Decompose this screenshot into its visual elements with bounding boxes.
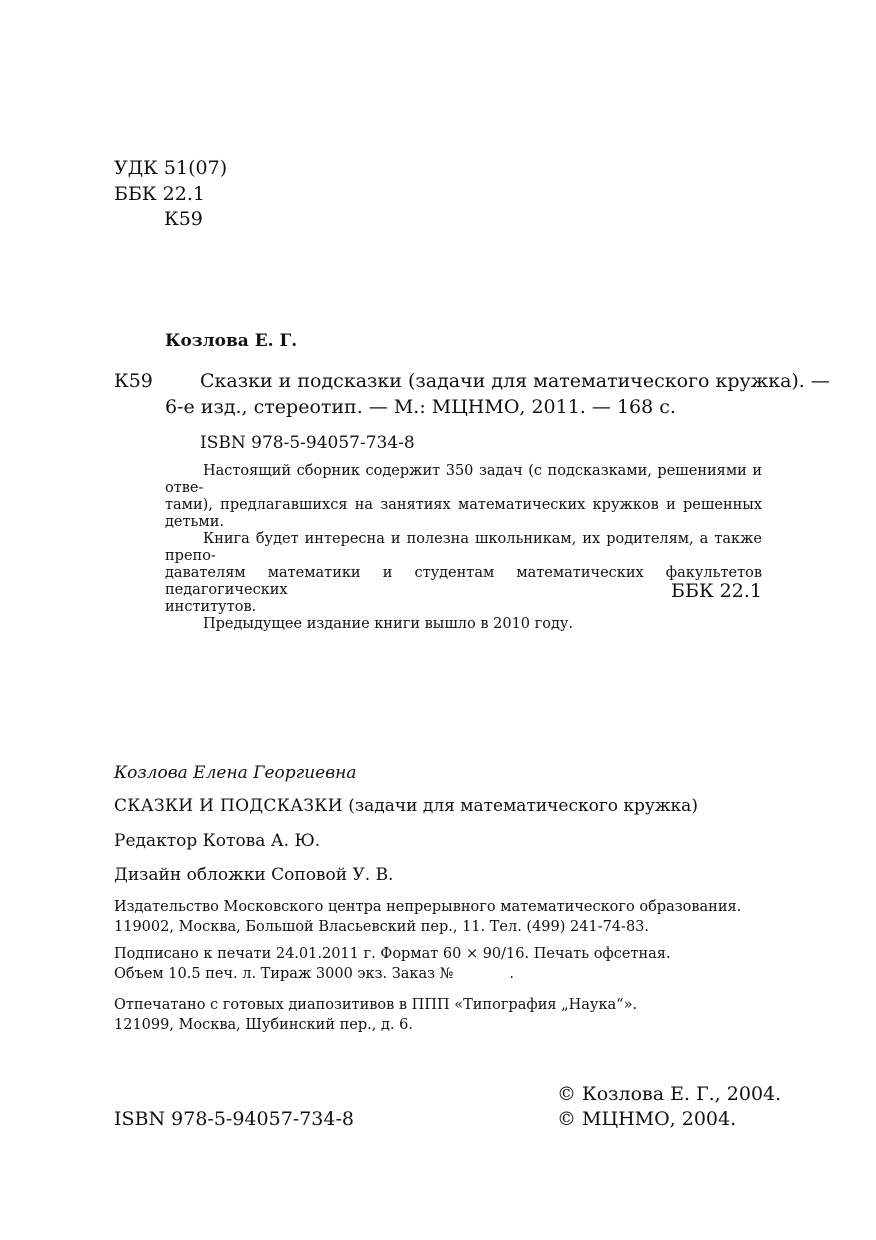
bib-mark: К59 — [114, 370, 153, 392]
book-subtitle: (задачи для математического кружка) — [348, 796, 698, 816]
bib-title-line1: Сказки и подсказки (задачи для математического кружка). — — [200, 370, 830, 392]
author-heading: Козлова Е. Г. — [165, 331, 298, 351]
annotation-line: институтов. — [165, 599, 257, 615]
footer-isbn: ISBN 978-5-94057-734-8 — [114, 1108, 354, 1130]
printed-line1: Отпечатано с готовых диапозитивов в ППП «Типография „Наука“». — [114, 997, 638, 1013]
annotation-line: Настоящий сборник содержит 350 задач (с подсказками, решениями и отве- — [165, 463, 762, 496]
annotation-line: тами), предлагавшихся на занятиях математических кружков и решенных детьми. — [165, 497, 762, 530]
author-full-name: Козлова Елена Георгиевна — [114, 763, 357, 783]
printed-line2: 121099, Москва, Шубинский пер., д. 6. — [114, 1017, 413, 1033]
copyright-publisher: © МЦНМО, 2004. — [557, 1108, 737, 1130]
book-title — [114, 796, 698, 816]
udk-code: УДК 51(07) — [114, 157, 228, 179]
bbk-right: ББК 22.1 — [671, 580, 762, 602]
copyright-author: © Козлова Е. Г., 2004. — [557, 1083, 782, 1105]
bbk-code: ББК 22.1 — [114, 183, 205, 205]
publisher-line1: Издательство Московского центра непрерывного математического образования. — [114, 899, 742, 915]
annotation-line: давателям математики и студентам математических факультетов педагогических — [165, 565, 762, 598]
annotation-line: Предыдущее издание книги вышло в 2010 году. — [203, 616, 574, 632]
print-line2: Объем 10.5 печ. л. Тираж 3000 экз. Заказ № . — [114, 966, 514, 982]
editor: Редактор Котова А. Ю. — [114, 831, 321, 851]
annotation — [165, 463, 762, 633]
cover-design: Дизайн обложки Соповой У. В. — [114, 865, 394, 885]
bib-isbn: ISBN 978-5-94057-734-8 — [200, 433, 415, 453]
book-title-caps: СКАЗКИ И ПОДСКАЗКИ — [114, 796, 343, 816]
publisher-line2: 119002, Москва, Большой Власьевский пер., 11. Тел. (499) 241-74-83. — [114, 919, 650, 935]
author-mark: К59 — [164, 208, 203, 230]
annotation-line: Книга будет интересна и полезна школьникам, их родителям, а также препо- — [165, 531, 762, 564]
print-line1: Подписано к печати 24.01.2011 г. Формат 60 × 90/16. Печать офсетная. — [114, 946, 671, 962]
bib-title-line2: 6-е изд., стереотип. — М.: МЦНМО, 2011. — 168 с. — [165, 396, 676, 418]
